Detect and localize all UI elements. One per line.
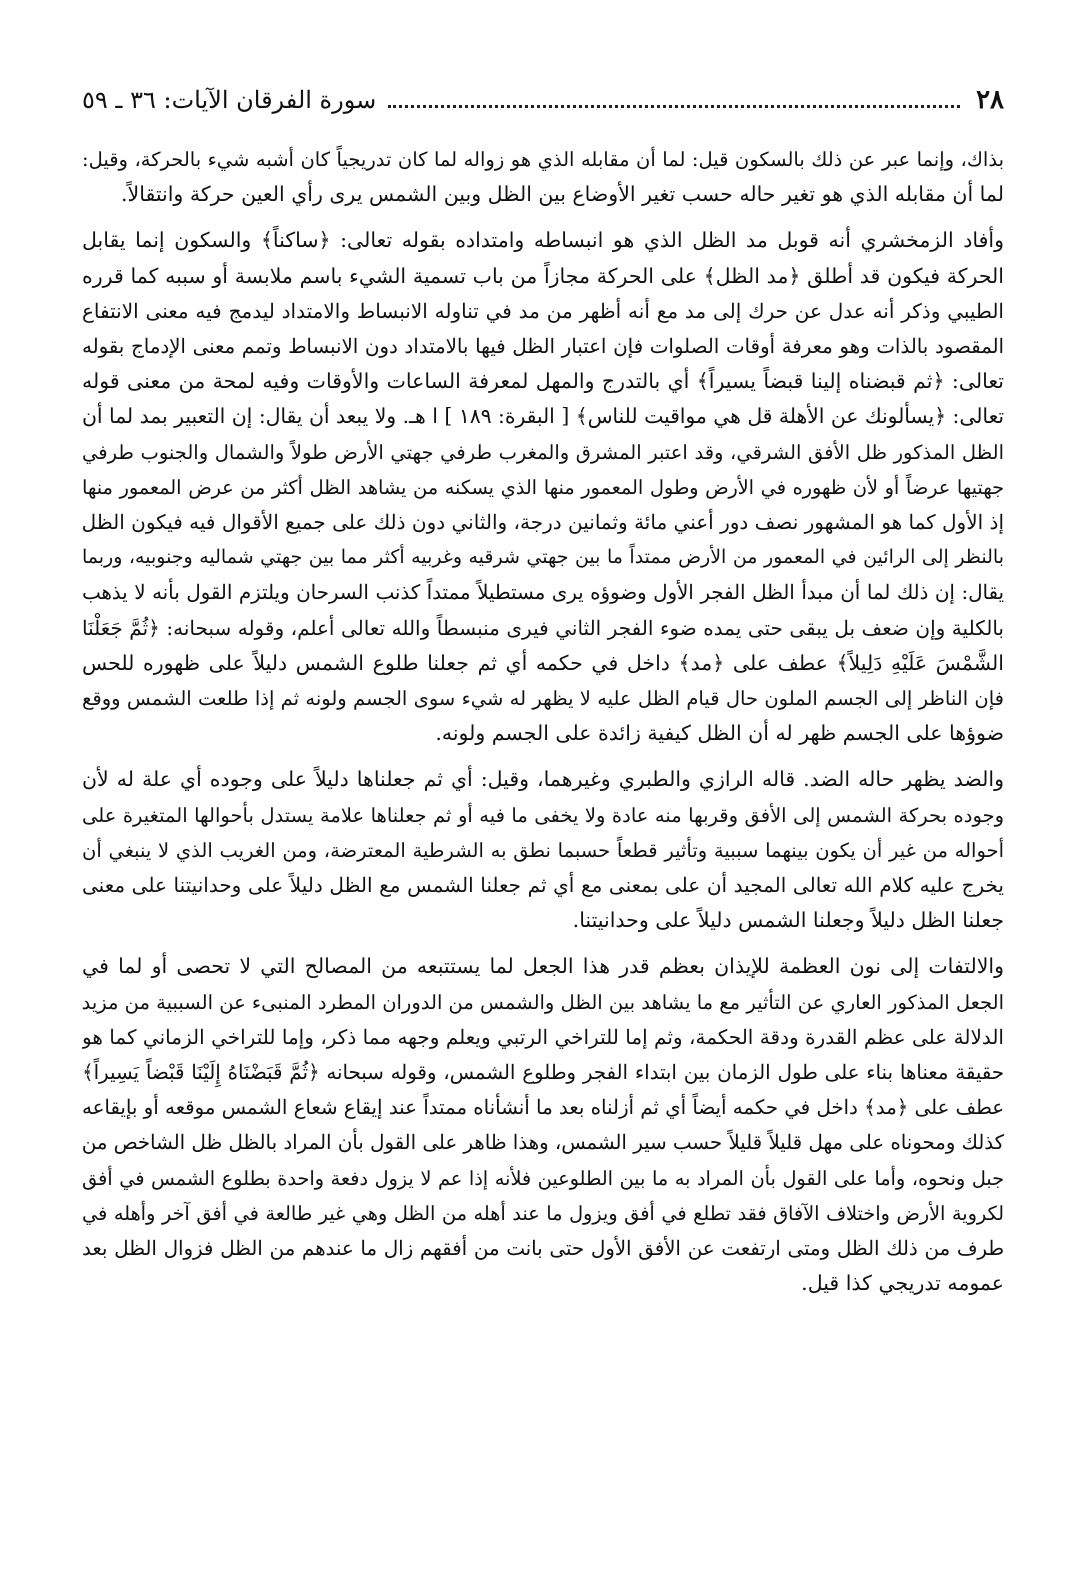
body-text	[82, 142, 1004, 1313]
text-line: فإن الناظر إلى الجسم الملون حال قيام الظل عليه لا يظهر له شيء سوى الجسم ولونه ثم إذا طلعت الشمس ووقع	[82, 687, 1004, 711]
text-line: حقيقة معناها بناء على طول الزمان بين ابتداء الفجر وطلوع الشمس، وقوله سبحانه ﴿ثُمَّ قَبَضْنَاهُ إِلَيْنَا قَبْضاً يَسِيراً﴾	[82, 1061, 1004, 1085]
text-line: جهتيها عرضاً أو لأن ظهوره في الأرض وطول المعمور منها الذي يسكنه من يشاهد الظل أكثر من عرض المعمور منها	[82, 475, 1004, 499]
text-line: لما أن مقابله الذي هو تغير حاله حسب تغير الأوضاع بين الظل وبين الشمس يرى رأي العين حركة وانتقالاً.	[121, 182, 1004, 207]
text-line: الشَّمْسَ عَلَيْهِ دَلِيلاً﴾ عطف على ﴿مد﴾ داخل في حكمه أي ثم جعلنا طلوع الشمس دليلاً على ظهوره للحس	[82, 650, 1004, 675]
page-number: ٢٨	[976, 85, 1004, 115]
text-line: يخرج عليه كلام الله تعالى المجيد أن على بمعنى مع أي ثم جعلنا الشمس مع الظل دليلاً على وحدانيتنا على معنى	[82, 873, 1004, 898]
text-line: عمومه تدريجي كذا قيل.	[801, 1271, 1004, 1296]
text-line: ضوؤها على الجسم ظهر له أن الظل كيفية زائدة على الجسم ولونه.	[435, 721, 1004, 746]
text-line: المقصود بالذات وهو معرفة أوقات الصلوات فإن اعتبار الظل فيها بالامتداد دون الانبساط وتمم معنى الإدماج بقوله	[82, 335, 1004, 359]
text-line: تعالى: ﴿ثم قبضناه إلينا قبضاً يسيراً﴾ أي بالتدرج والمهل لمعرفة الساعات والأوقات وفيه لمحة من معنى قوله	[82, 369, 1004, 394]
text-line: طرف من ذلك الظل ومتى ارتفعت عن الأفق الأول حتى بانت من أفقهم زال ما عندهم من الظل فزوال الظل بعد	[82, 1237, 1004, 1261]
paragraph	[82, 762, 1004, 938]
text-line: أحواله من غير أن يكون بينهما سببية وتأثير قطعاً حسبما نطق به الشرطية المعترضة، ومن الغريب الذي لا ينبغي أن	[82, 838, 1004, 862]
paragraph	[82, 223, 1004, 751]
text-line: والالتفات إلى نون العظمة للإيذان بعظم قدر هذا الجعل لما يستتبعه من المصالح التي لا تحصى أو لما في	[82, 954, 1004, 979]
text-line: الظل المذكور ظل الأفق الشرقي، وقد اعتبر المشرق والمغرب طرفي جهتي الأرض طولاً والشمال والجنوب طرفي	[82, 440, 1004, 464]
text-line: بذاك، وإنما عبر عن ذلك بالسكون قيل: لما أن مقابله الذي هو زواله لما كان تدريجياً كان أشبه شيء بالحركة، وقيل:	[82, 148, 1004, 171]
paragraph	[82, 142, 1004, 212]
text-line: وأفاد الزمخشري أنه قوبل مد الظل الذي هو انبساطه وامتداده بقوله تعالى: ﴿ساكناً﴾ والسكون إنما يقابل	[82, 228, 1004, 253]
paragraph	[82, 949, 1004, 1301]
text-line: جبل ونحوه، وأما على القول بأن المراد به ما بين الطلوعين فلأنه إذا عم لا يزول دفعة واحدة بطلوع الشمس في أفق	[82, 1166, 1004, 1190]
text-line: بالنظر إلى الرائين في المعمور من الأرض ممتداً ما بين جهتي شرقيه وغربيه أكثر مما بين جهتي شماليه وجنوبيه، وربما	[82, 546, 1004, 569]
text-line: وجوده بحركة الشمس إلى الأفق وقربها منه عادة ولا يخفى ما فيه أو ثم جعلناها علامة يستدل بأحوالها المتغيرة على	[82, 803, 1004, 827]
text-line: بالكلية وإن ضعف بل يبقى حتى يمده ضوء الفجر الثاني فيرى منبسطاً والله تعالى أعلم، وقوله سبحانه: ﴿ثُمَّ جَعَلْنَا	[82, 615, 1004, 640]
surah-title: سورة الفرقان الآيات: ٣٦ ـ ٥٩	[82, 86, 377, 114]
text-line: الجعل المذكور العاري عن التأثير مع ما يشاهد بين الظل والشمس من الدوران المطرد المنبىء عن السببية من مزيد	[82, 990, 1004, 1014]
header-dot-leader	[388, 93, 960, 108]
text-line: عطف على ﴿مد﴾ داخل في حكمه أيضاً أي ثم أزلناه بعد ما أنشأناه ممتداً عند إيقاع شعاع الشمس موقعه أو بإيقاعه	[82, 1096, 1004, 1120]
running-header	[82, 80, 1004, 120]
text-line: تعالى: ﴿يسألونك عن الأهلة قل هي مواقيت للناس﴾ [ البقرة: ١٨٩ ] ا هـ. ولا يبعد أن يقال: إن التعبير بمد لما أن	[82, 404, 1004, 429]
text-line: كذلك ومحوناه على مهل قليلاً قليلاً حسب سير الشمس، وهذا ظاهر على القول بأن المراد بالظل ظل الشاخص من	[82, 1131, 1004, 1155]
text-line: الطيبي وذكر أنه عدل عن حرك إلى مد مع أنه أظهر من مد في تناوله الانبساط والامتداد ليدمج فيه معنى الانتفاع	[82, 298, 1004, 323]
text-line: الدلالة على عظم القدرة ودقة الحكمة، وثم إما للتراخي الرتبي ويعلم وجهه مما ذكر، وإما للتراخي الزماني كما هو	[82, 1024, 1004, 1049]
text-line: والضد يظهر حاله الضد. قاله الرازي والطبري وغيرهما، وقيل: أي ثم جعلناها دليلاً على وجوده أي علة له لأن	[82, 767, 1004, 792]
text-line: لكروية الأرض واختلاف الآفاق فقد تطلع في أفق ويزول ما عند أهله من الظل وهي غير طالعة في أفق آخر وأهله في	[82, 1201, 1004, 1225]
text-line: الحركة فيكون قد أطلق ﴿مد الظل﴾ على الحركة مجازاً من باب تسمية الشيء باسم ملابسة أو سببه كما قرره	[82, 263, 1004, 288]
text-line: جعلنا الظل دليلاً وجعلنا الشمس دليلاً على وحدانيتنا.	[572, 908, 1004, 933]
text-line: إذ الأول كما هو المشهور نصف دور أعني مائة وثمانين درجة، والثاني دون ذلك على جميع الأقوال فيه فيكون الظل	[82, 510, 1004, 535]
text-line: يقال: إن ذلك لما أن مبدأ الظل الفجر الأول وضوؤه يرى مستطيلاً ممتداً كذنب السرحان ويلتزم القول بأنه لا يذهب	[82, 581, 1004, 605]
